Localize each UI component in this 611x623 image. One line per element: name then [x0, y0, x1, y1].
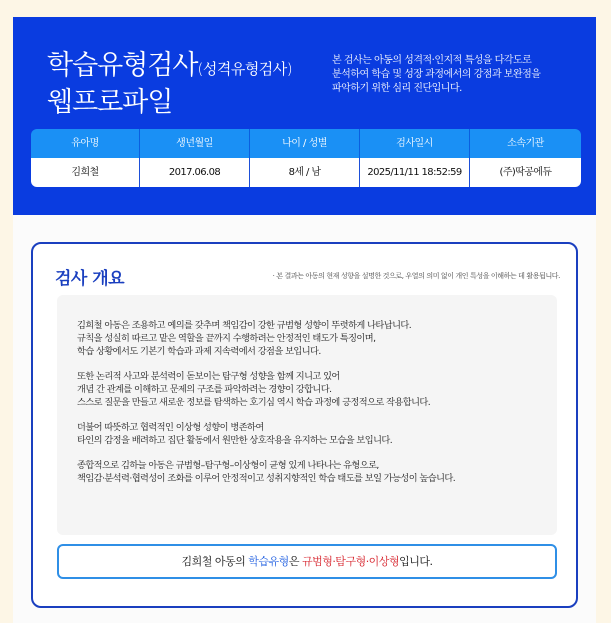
- value-name: 김희철: [31, 158, 140, 187]
- result-summary: [57, 544, 557, 579]
- description-line: 본 검사는 아동의 성격적·인지적 특성을 다각도로: [332, 55, 532, 66]
- header-organization: 소속기관: [470, 129, 581, 158]
- value-test-datetime: 2025/11/11 18:52:59: [360, 158, 470, 187]
- title-main: 학습유형검사: [47, 50, 198, 81]
- result-middle: 은: [288, 555, 302, 568]
- summary-line: 타인의 감정을 배려하고 집단 활동에서 원만한 상호작용을 유지하는 모습을 보입니다.: [77, 435, 393, 446]
- value-age-gender: 8세 / 남: [250, 158, 360, 187]
- summary-line: 스스로 질문을 만들고 새로운 정보를 탐색하는 호기심 역시 학습 과정에 긍정적으로 작용합니다.: [77, 397, 431, 408]
- result-prefix: 김희철 아동의: [181, 555, 249, 568]
- summary-line: 김희철 아동은 조용하고 예의를 갖추며 책임감이 강한 규범형 성향이 뚜렷하게 나타납니다.: [77, 320, 412, 331]
- summary-line: 또한 논리적 사고와 분석력이 돋보이는 탐구형 성향을 함께 지니고 있어: [77, 371, 340, 382]
- value-organization: (주)딱공에듀: [470, 158, 581, 187]
- header-age-gender: 나이 / 성별: [250, 129, 360, 158]
- description-line: 분석하여 학습 및 성장 과정에서의 강점과 보완점을: [332, 69, 541, 80]
- header-banner: [13, 17, 596, 215]
- summary-line: 개념 간 관계를 이해하고 문제의 구조를 파악하려는 경향이 강합니다.: [77, 384, 332, 395]
- header-description: [332, 54, 572, 96]
- result-types: 규범형·탐구형·이상형: [301, 555, 400, 568]
- overview-title: 검사 개요: [55, 269, 125, 289]
- summary-line: 규칙을 성실히 따르고 맡은 역할을 끝까지 수행하려는 안정적인 태도가 특징이며,: [77, 333, 376, 344]
- description-line: 파악하기 위한 심리 진단입니다.: [332, 83, 462, 94]
- header-birthdate: 생년월일: [140, 129, 250, 158]
- summary-line: 종합적으로 김하늘 아동은 규범형–탐구형–이상형이 균형 있게 나타나는 유형으로,: [77, 460, 379, 471]
- summary-line: 책임감·분석력·협력성이 조화를 이루어 안정적이고 성취지향적인 학습 태도를 보일 가능성이 높습니다.: [77, 473, 456, 484]
- result-suffix: 입니다.: [399, 555, 433, 568]
- summary-paragraph: [77, 421, 557, 447]
- title-sub: (성격유형검사): [197, 60, 293, 78]
- result-label: 학습유형: [248, 555, 289, 568]
- page-title: [47, 49, 292, 119]
- summary-line: 더불어 따뜻하고 협력적인 이상형 성향이 병존하여: [77, 422, 264, 433]
- child-info-table: [31, 129, 581, 187]
- summary-line: 학습 상황에서도 기본기 학습과 과제 지속력에서 강점을 보입니다.: [77, 346, 321, 357]
- report-page: [13, 17, 596, 623]
- header-test-datetime: 검사일시: [360, 129, 470, 158]
- overview-note: · 본 결과는 아동의 현재 성향을 설명한 것으로, 우열의 의미 없이 개인 특성을 이해하는 데 활용됩니다.: [272, 272, 560, 280]
- summary-paragraph: [77, 319, 557, 358]
- overview-card: [31, 242, 578, 608]
- title-line2: 웹프로파일: [47, 87, 173, 118]
- summary-paragraph: [77, 370, 557, 409]
- summary-box: [57, 295, 557, 535]
- summary-paragraph: [77, 459, 557, 485]
- value-birthdate: 2017.06.08: [140, 158, 250, 187]
- header-name: 유아명: [31, 129, 140, 158]
